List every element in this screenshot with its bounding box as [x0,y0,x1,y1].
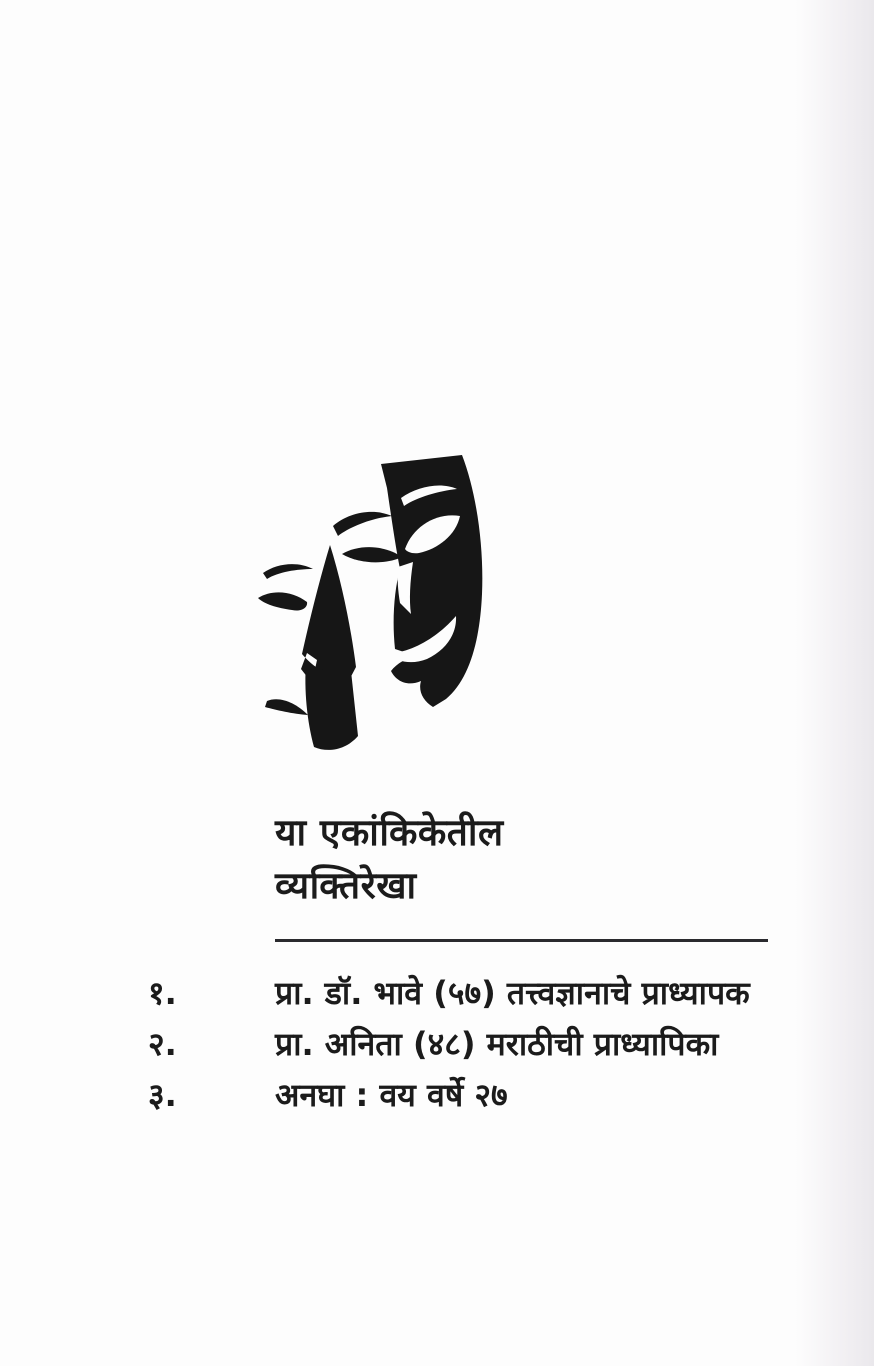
character-description: अनघा : वय वर्षे २७ [275,1076,508,1114]
page-title-line-2: व्यक्तिरेखा [275,864,417,907]
character-row [0,1070,874,1121]
character-number: १. [148,974,177,1012]
character-number: ३. [148,1076,177,1114]
page-title-line-1: या एकांकिकेतील [275,811,504,854]
character-row [0,968,874,1019]
character-number: २. [148,1025,177,1063]
theatre-masks-illustration [250,450,580,780]
character-description: प्रा. डॉ. भावे (५७) तत्त्वज्ञानाचे प्राध्यापक [275,974,750,1012]
character-row [0,1019,874,1070]
character-description: प्रा. अनिता (४८) मराठीची प्राध्यापिका [275,1025,719,1063]
right-comedy-mask [381,455,482,707]
page-title [275,806,504,912]
character-list [0,968,874,1121]
left-tragedy-mask [258,512,402,750]
divider-rule [275,939,768,942]
